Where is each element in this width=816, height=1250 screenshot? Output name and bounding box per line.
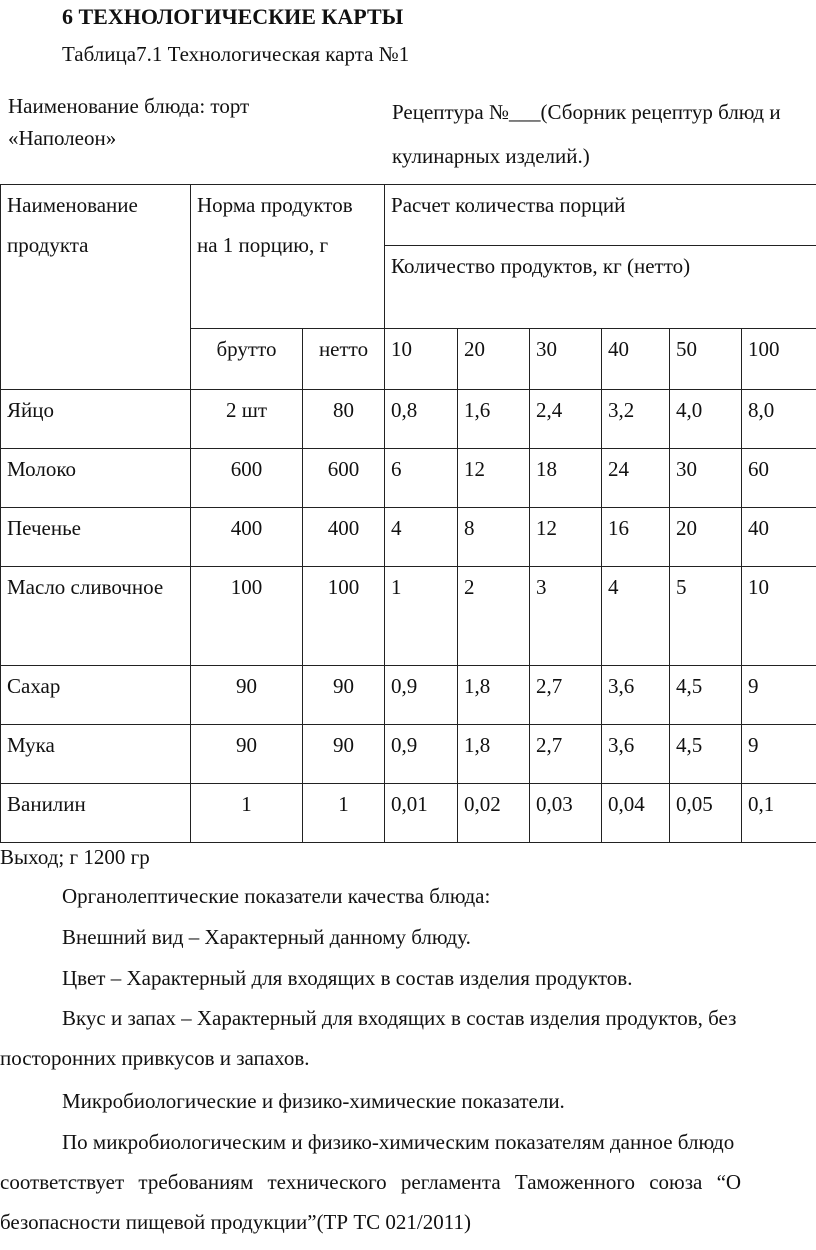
header-portions: 20 <box>458 329 530 390</box>
portion-value: 1 <box>385 567 458 666</box>
portion-value: 24 <box>602 449 670 508</box>
portion-value: 0,01 <box>385 784 458 843</box>
table-row <box>1 784 816 843</box>
header-norm: Норма продуктов на 1 порцию, г <box>191 185 385 329</box>
header-qty: Количество продуктов, кг (нетто) <box>385 246 816 329</box>
portion-value: 16 <box>602 508 670 567</box>
gross-value: 100 <box>191 567 303 666</box>
table-row <box>1 390 816 449</box>
micro-text: По микробиологическим и физико-химическим показателям данное блюдо <box>62 1130 735 1154</box>
product-name: Печенье <box>1 508 191 567</box>
table-row <box>1 449 816 508</box>
header-portions: 30 <box>530 329 602 390</box>
output-yield: Выход; г 1200 гр <box>0 845 150 869</box>
gross-value: 1 <box>191 784 303 843</box>
portion-value: 40 <box>742 508 816 567</box>
portion-value: 0,03 <box>530 784 602 843</box>
header-portions: 50 <box>670 329 742 390</box>
tech-card-table <box>0 184 816 843</box>
portion-value: 9 <box>742 666 816 725</box>
appearance-text: Внешний вид – Характерный данному блюду. <box>62 925 471 949</box>
portion-value: 2,4 <box>530 390 602 449</box>
portion-value: 8 <box>458 508 530 567</box>
portion-value: 0,02 <box>458 784 530 843</box>
net-value: 80 <box>303 390 385 449</box>
micro-title: Микробиологические и физико-химические показатели. <box>62 1089 565 1113</box>
portion-value: 0,05 <box>670 784 742 843</box>
section-heading: 6 ТЕХНОЛОГИЧЕСКИЕ КАРТЫ <box>62 4 404 29</box>
organoleptic-title: Органолептические показатели качества блюда: <box>62 884 491 908</box>
portion-value: 20 <box>670 508 742 567</box>
table-row <box>1 725 816 784</box>
portion-value: 4,0 <box>670 390 742 449</box>
portion-value: 4 <box>602 567 670 666</box>
portion-value: 1,6 <box>458 390 530 449</box>
portion-value: 2,7 <box>530 666 602 725</box>
portion-value: 4,5 <box>670 725 742 784</box>
header-calc: Расчет количества порций <box>385 185 816 246</box>
net-value: 1 <box>303 784 385 843</box>
portion-value: 9 <box>742 725 816 784</box>
gross-value: 600 <box>191 449 303 508</box>
portion-value: 3,6 <box>602 666 670 725</box>
portion-value: 0,9 <box>385 725 458 784</box>
dish-name: Наименование блюда: торт «Наполеон» <box>8 94 250 150</box>
header-portions: 10 <box>385 329 458 390</box>
portion-value: 4 <box>385 508 458 567</box>
gross-value: 2 шт <box>191 390 303 449</box>
gross-value: 400 <box>191 508 303 567</box>
portion-value: 0,8 <box>385 390 458 449</box>
product-name: Яйцо <box>1 390 191 449</box>
net-value: 400 <box>303 508 385 567</box>
taste-text-continued: посторонних привкусов и запахов. <box>0 1046 310 1070</box>
color-text: Цвет – Характерный для входящих в состав изделия продуктов. <box>62 966 633 990</box>
portion-value: 12 <box>530 508 602 567</box>
product-name: Масло сливочное <box>1 567 191 666</box>
portion-value: 2 <box>458 567 530 666</box>
header-net: нетто <box>303 329 385 390</box>
product-name: Мука <box>1 725 191 784</box>
micro-text-continued: соответствует требованиям технического регламента Таможенного союза “О <box>0 1170 742 1194</box>
gross-value: 90 <box>191 725 303 784</box>
portion-value: 0,9 <box>385 666 458 725</box>
portion-value: 3 <box>530 567 602 666</box>
portion-value: 3,2 <box>602 390 670 449</box>
table-caption: Таблица7.1 Технологическая карта №1 <box>62 42 410 66</box>
header-product: Наименование продукта <box>1 185 191 390</box>
header-portions: 100 <box>742 329 816 390</box>
portion-value: 2,7 <box>530 725 602 784</box>
table-row <box>1 567 816 666</box>
portion-value: 4,5 <box>670 666 742 725</box>
product-name: Сахар <box>1 666 191 725</box>
portion-value: 12 <box>458 449 530 508</box>
gross-value: 90 <box>191 666 303 725</box>
table-row <box>1 508 816 567</box>
header-portions: 40 <box>602 329 670 390</box>
net-value: 600 <box>303 449 385 508</box>
portion-value: 6 <box>385 449 458 508</box>
portion-value: 1,8 <box>458 666 530 725</box>
portion-value: 1,8 <box>458 725 530 784</box>
product-name: Молоко <box>1 449 191 508</box>
table-header-row <box>1 185 816 246</box>
net-value: 90 <box>303 666 385 725</box>
portion-value: 60 <box>742 449 816 508</box>
table-row <box>1 666 816 725</box>
portion-value: 0,1 <box>742 784 816 843</box>
header-gross: брутто <box>191 329 303 390</box>
taste-text: Вкус и запах – Характерный для входящих в состав изделия продуктов, без <box>62 1006 737 1030</box>
portion-value: 5 <box>670 567 742 666</box>
portion-value: 8,0 <box>742 390 816 449</box>
portion-value: 0,04 <box>602 784 670 843</box>
portion-value: 30 <box>670 449 742 508</box>
portion-value: 18 <box>530 449 602 508</box>
net-value: 100 <box>303 567 385 666</box>
product-name: Ванилин <box>1 784 191 843</box>
portion-value: 10 <box>742 567 816 666</box>
recipe-reference: Рецептура №___(Сборник рецептур блюд и кулинарных изделий.) <box>392 100 781 168</box>
net-value: 90 <box>303 725 385 784</box>
micro-text-end: безопасности пищевой продукции”(ТР ТС 021/2011) <box>0 1210 471 1234</box>
portion-value: 3,6 <box>602 725 670 784</box>
